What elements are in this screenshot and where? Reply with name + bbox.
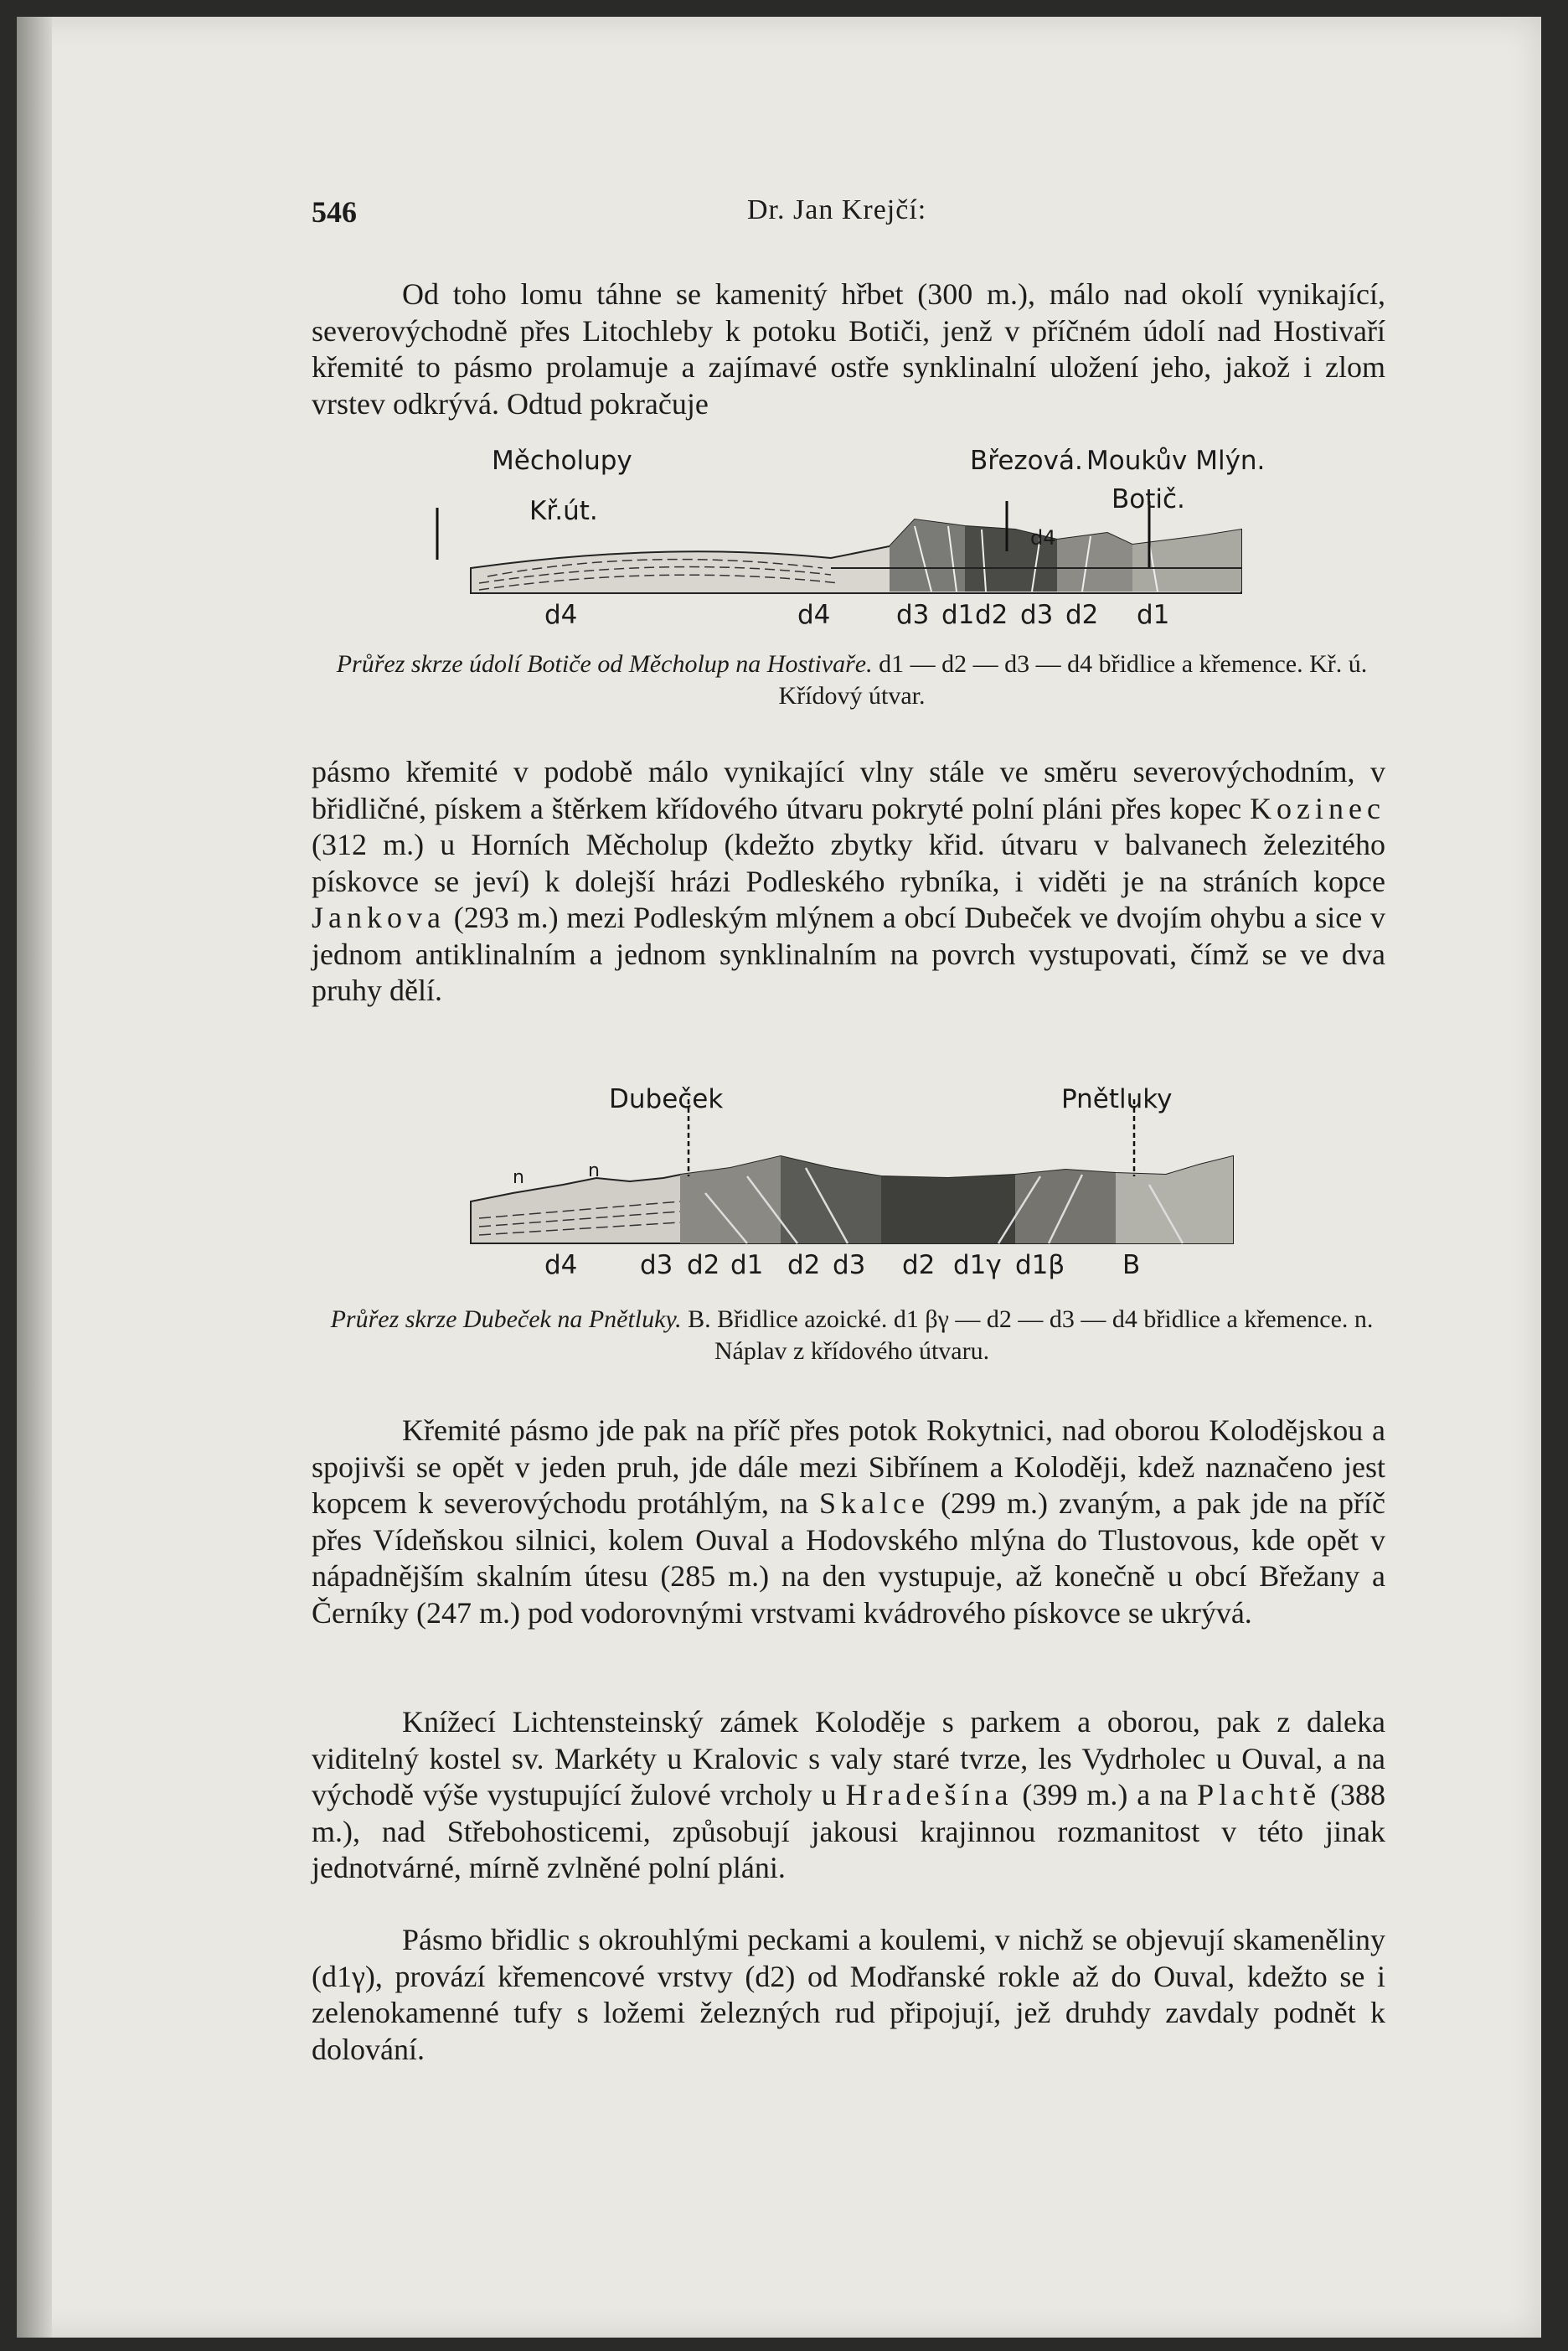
fig2-bottom-label: d2 — [687, 1250, 720, 1280]
paragraph-2-part: (312 m.) u Horních Měcholup (kdežto zbytky křid. útvaru v balvanech železitého pískovce se jeví) k dolejší hrázi Podleského rybníka, i viděti je na stráních kopce — [312, 828, 1385, 898]
paragraph-4-part: (399 m.) a na — [1013, 1778, 1198, 1811]
place-skalce: Skalce — [818, 1486, 930, 1520]
fig1-bottom-label: d3 — [1020, 600, 1054, 630]
figure2-caption-title: Průřez skrze Dubeček na Pnětluky. — [330, 1305, 682, 1333]
fig1-bottom-label: d1 — [941, 600, 975, 630]
figure2-strata — [471, 1099, 1233, 1243]
paragraph-4-text — [312, 1704, 1385, 1887]
page-number: 546 — [312, 195, 357, 229]
place-plachta: Plachtě — [1197, 1778, 1322, 1811]
fig1-bottom-label: d4 — [544, 600, 578, 630]
label-kr-ut: Kř.út. — [529, 496, 598, 526]
intro-paragraph — [312, 276, 1385, 422]
fig2-bottom-label: d1 — [730, 1250, 764, 1280]
label-mecholupy: Měcholupy — [492, 446, 632, 476]
page-header — [312, 194, 1384, 236]
fig2-bottom-label: d1β — [1015, 1250, 1065, 1280]
page-spine-shadow — [17, 17, 52, 2338]
fig1-bottom-label: d4 — [797, 600, 831, 630]
paragraph-4 — [312, 1704, 1385, 1887]
label-moukuv-mlyn: Moukův Mlýn. — [1086, 446, 1266, 476]
fig2-bottom-label: d2 — [902, 1250, 936, 1280]
figure2-caption-legend: B. Břidlice azoické. d1 βγ — d2 — d3 — d4 břidlice a křemence. n. Náplav z křídového útvaru. — [688, 1305, 1374, 1365]
label-d4-top: d4 — [1030, 526, 1056, 550]
figure1-caption-title: Průřez skrze údolí Botiče od Měcholup na Hostivaře. — [336, 650, 873, 678]
label-n-alluvium-1: n — [513, 1167, 524, 1188]
intro-paragraph-text: Od toho lomu táhne se kamenitý hřbet (300 m.), málo nad okolí vynikající, severovýchodně přes Litochleby k potoku Botiči, jenž v příčném údolí nad Hostivaří křemité to pásmo prolamuje a zajímavé ostře synklinalní uložení jeho, jakož i zlom vrstev odkrývá. Odtud pokračuje — [312, 277, 1385, 421]
paragraph-3 — [312, 1413, 1385, 1631]
figure2-caption — [312, 1304, 1392, 1367]
running-head: Dr. Jan Krejčí: — [747, 194, 927, 225]
paragraph-2-text — [312, 754, 1385, 1010]
place-jankova: Jankova — [312, 901, 446, 934]
place-kozinec: Kozinec — [1250, 791, 1385, 825]
fig2-bottom-label: d2 — [787, 1250, 821, 1280]
fig2-bottom-label: d3 — [833, 1250, 866, 1280]
fig1-bottom-label: d3 — [896, 600, 930, 630]
figure1-caption — [312, 648, 1392, 712]
paragraph-3-part: Křemité pásmo jde pak na příč přes potok Rokytnici, nad oborou Kolodějskou a spojivši se opět v jeden pruh, jde dále mezi Sibřínem a Koloději, kdež naznačeno jest kopcem k severovýchodu protáhlým, na — [312, 1413, 1385, 1520]
figure-botic-cross-section — [312, 442, 1400, 637]
figure1-caption-legend: d1 — d2 — d3 — d4 břidlice a křemence. Kř. ú. Křídový útvar. — [778, 650, 1368, 710]
fig1-bottom-label: d2 — [1065, 600, 1099, 630]
label-botic: Botič. — [1112, 484, 1185, 514]
figure2-bottom-labels — [544, 1250, 1140, 1280]
fig2-bottom-label: d1γ — [953, 1250, 1002, 1280]
place-hradesin: Hradešína — [845, 1778, 1014, 1811]
label-brezova: Březová. — [970, 446, 1083, 476]
paragraph-4-part: (388 m.), nad Střebohosticemi, způsobují jakousi krajinnou rozmanitost v této jinak jednotvárné, mírně zvlněné polní pláni. — [312, 1778, 1385, 1884]
figure-dubecek-cross-section — [312, 1076, 1400, 1287]
paragraph-3-text — [312, 1413, 1385, 1631]
paragraph-5-text: Pásmo břidlic s okrouhlými peckami a koulemi, v nichž se objevují skameněliny (d1γ), provází křemencové vrstvy (d2) od Modřanské rokle až do Ouval, kdežto se i zelenokamenné tufy s ložemi železných rud připojují, jež druhdy zavdaly podnět k dolování. — [312, 1923, 1385, 2066]
paragraph-5 — [312, 1922, 1385, 2068]
paragraph-2-part: (293 m.) mezi Podleským mlýnem a obcí Dubeček ve dvojím ohybu a sice v jednom antiklinalním a jednom synklinalním na povrch vystupovati, čímž se ve dva pruhy dělí. — [312, 901, 1385, 1007]
label-pnetluky: Pnětluky — [1061, 1084, 1173, 1114]
label-dubecek: Dubeček — [609, 1084, 724, 1114]
label-n-alluvium-2: n — [588, 1160, 600, 1181]
paragraph-3-part: (299 m.) zvaným, a pak jde na příč přes Vídeňskou silnici, kolem Ouval a Hodovského mlýna do Tlustovous, kde opět v nápadnějším skalním útesu (285 m.) na den vystupuje, až konečně u obcí Břežany a Černíky (247 m.) pod vodorovnými vrstvami kvádrového pískovce se ukrývá. — [312, 1486, 1385, 1630]
paragraph-2 — [312, 754, 1385, 1010]
fig1-bottom-label: d1 — [1137, 600, 1170, 630]
paragraph-2-part: pásmo křemité v podobě málo vynikající vlny stále ve směru severovýchodním, v břidličné, pískem a štěrkem křídového útvaru pokryté polní pláni přes kopec — [312, 755, 1385, 825]
paragraph-4-part: Knížecí Lichtensteinský zámek Koloděje s parkem a oborou, pak z daleka viditelný kostel sv. Markéty u Kralovic s valy staré tvrze, les Vydrholec u Ouval, a na východě výše vystupující žulové vrcholy u — [312, 1705, 1385, 1811]
fig2-bottom-label: d4 — [544, 1250, 578, 1280]
fig1-bottom-label: d2 — [975, 600, 1008, 630]
fig2-bottom-label: d3 — [640, 1250, 673, 1280]
figure1-bottom-labels — [544, 600, 1169, 630]
fig2-bottom-label: B — [1122, 1250, 1141, 1280]
